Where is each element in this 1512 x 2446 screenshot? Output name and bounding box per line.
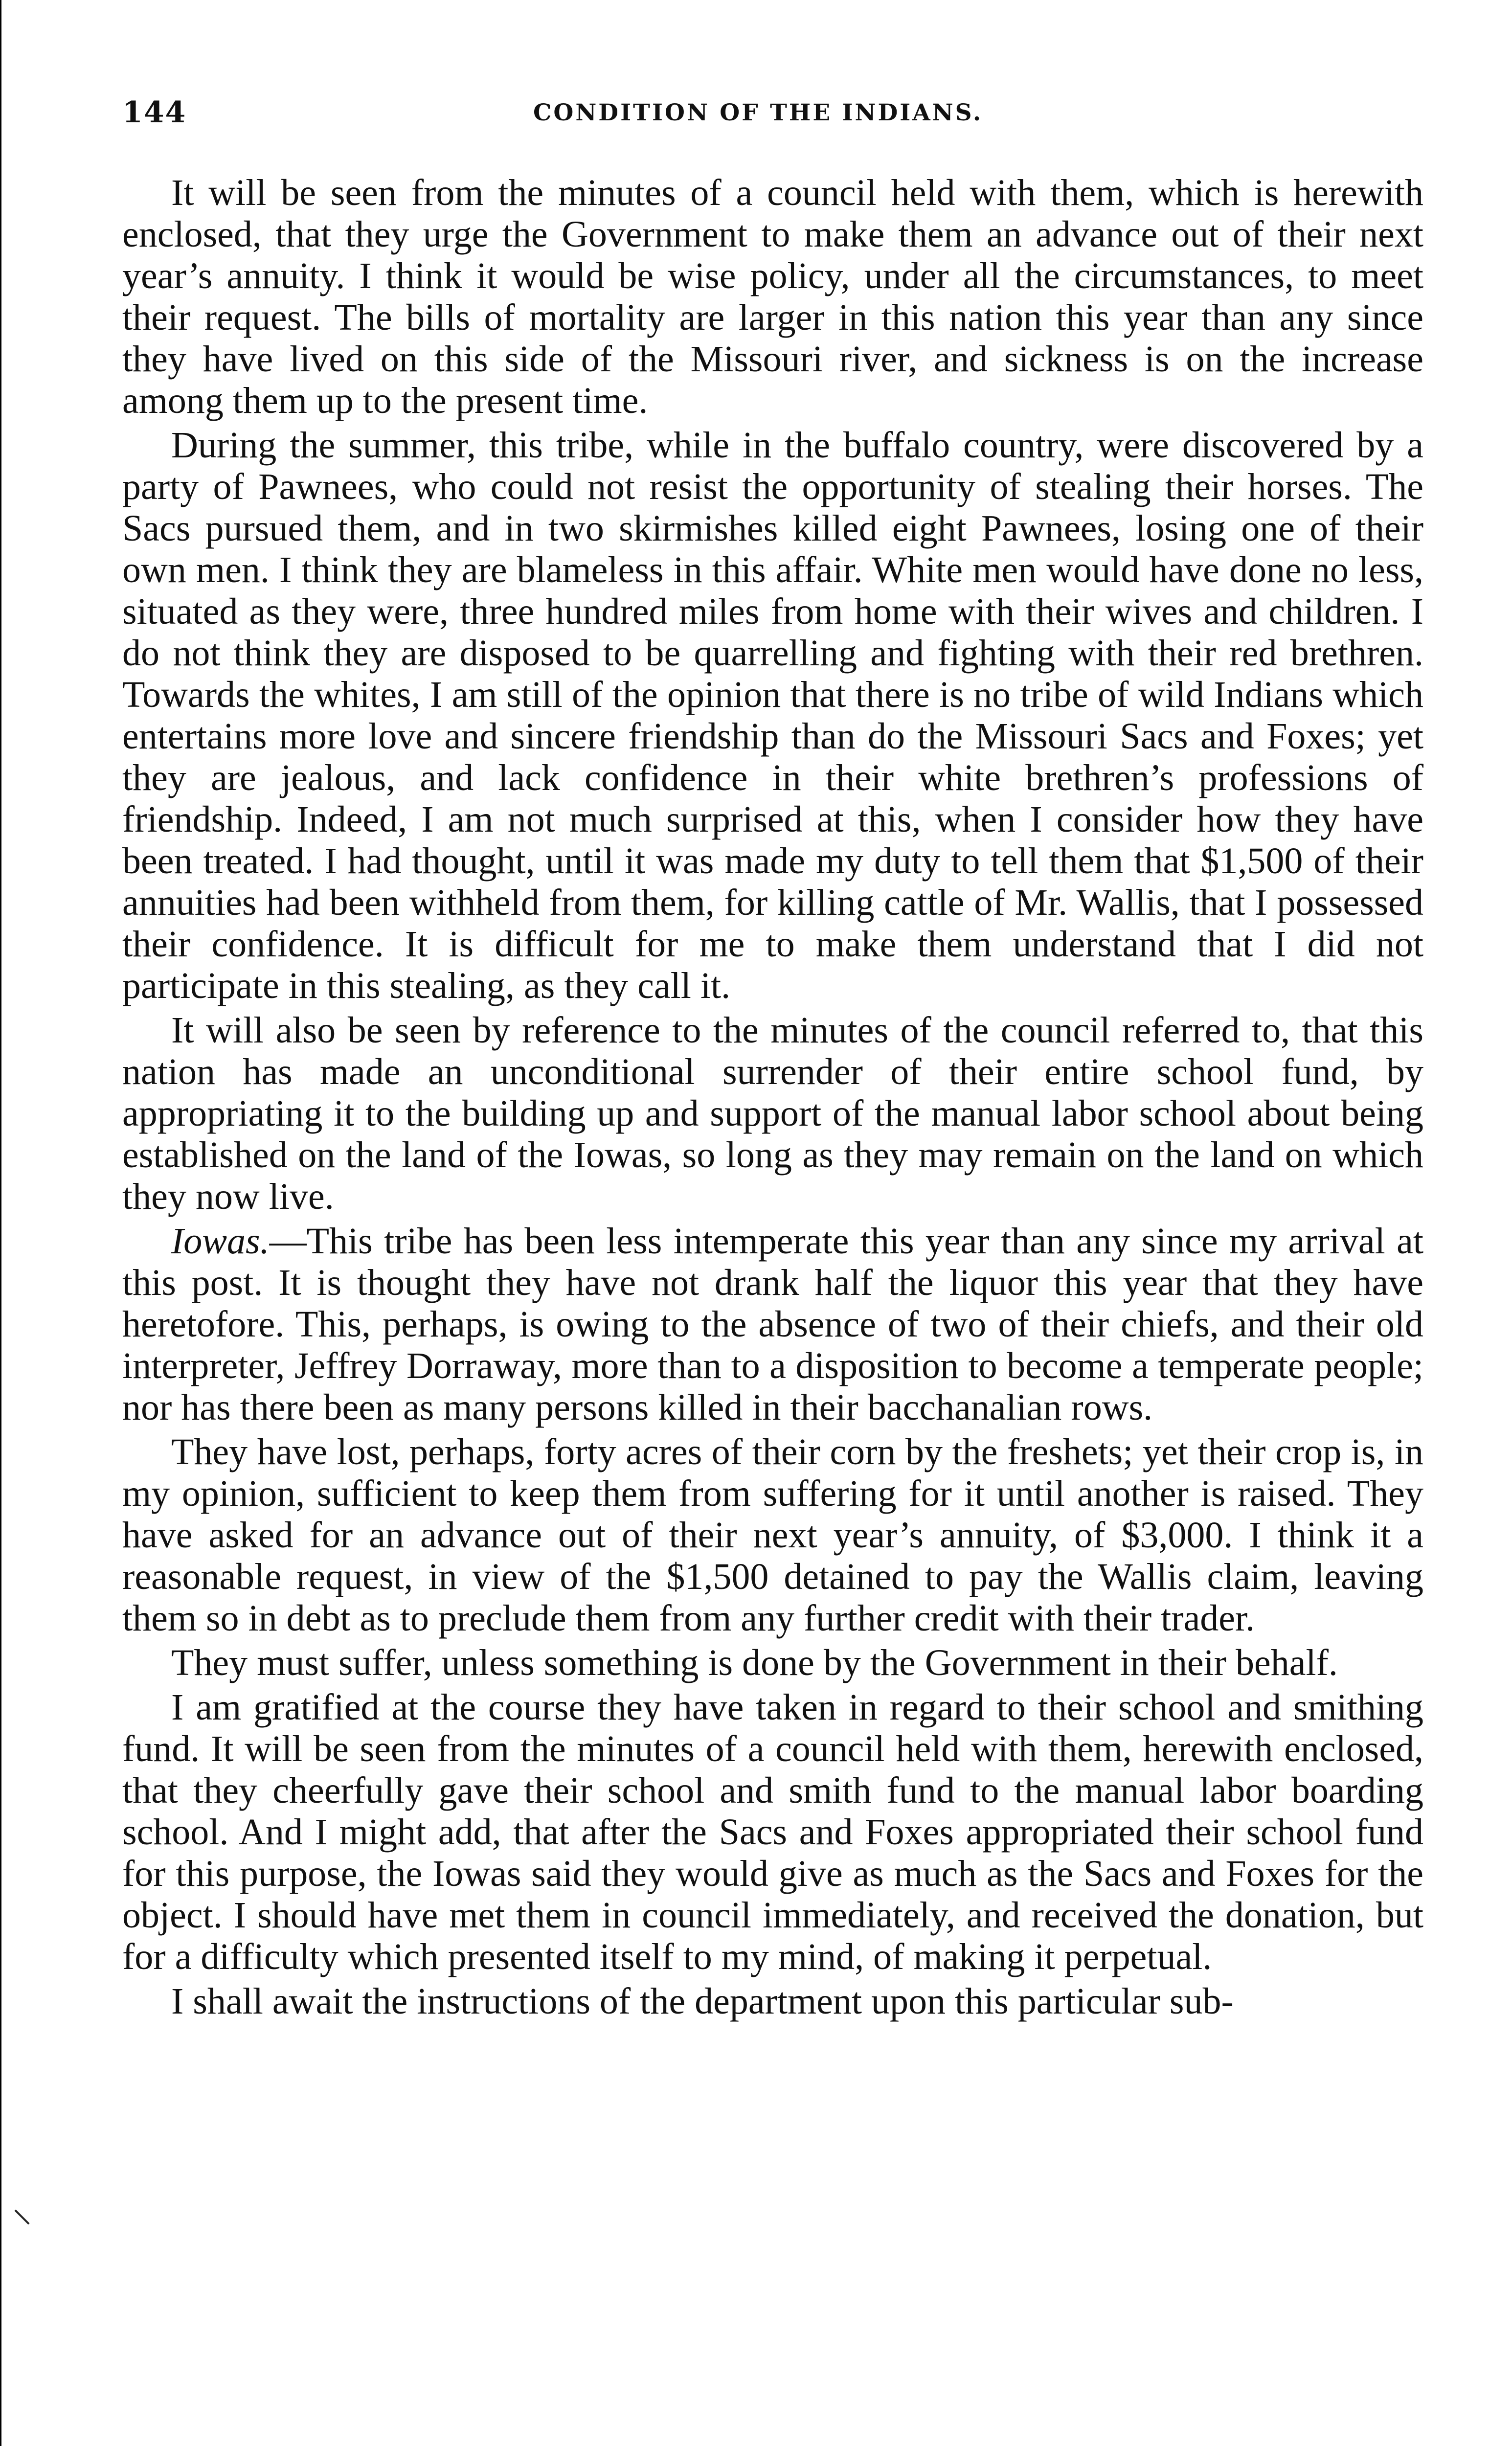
page-header [122,95,1443,144]
body-text [122,172,1423,2025]
paragraph: It will be seen from the minutes of a council held with them, which is herewith enclosed, that they urge the Government to make them an advance out of their next year’s annuity. I think it would be wise policy, under all the circumstances, to meet their request. The bills of mortality are larger in this nation this year than any since they have lived on this side of the Missouri river, and sickness is on the increase among them up to the present time. [122,172,1423,421]
paragraph: They have lost, perhaps, forty acres of their corn by the freshets; yet their crop is, in my opinion, sufficient to keep them from suffering for it until another is raised. They have asked for an advance out of their next year’s annuity, of $3,000. I think it a reasonable request, in view of the $1,500 detained to pay the Wallis claim, leaving them so in debt as to preclude them from any further credit with their trader. [122,1431,1423,1639]
margin-mark [14,2209,29,2224]
running-head: CONDITION OF THE INDIANS. [533,99,983,126]
paragraph: It will also be seen by reference to the minutes of the council referred to, that this nation has made an unconditional surrender of their entire school fund, by appropriating it to the building up and support of the manual labor school about being established on the land of the Iowas, so long as they may remain on the land on which they now live. [122,1010,1423,1217]
paragraph: I shall await the instructions of the department upon this particular sub- [171,1981,1234,2022]
page-edge-rule [0,0,1,2446]
page-number: 144 [122,95,187,130]
paragraph-text: —This tribe has been less intemperate this year than any since my arrival at this post. It is thought they have not drank half the liquor this year that they have heretofore. This, perhaps, is owing to the absence of two of their chiefs, and their old interpreter, Jeffrey Dorraway, more than to a disposition to become a temperate people; nor has there been as many persons killed in their bacchanalian rows. [122,1221,1423,1428]
paragraph-iowas [122,1221,1423,1428]
paragraph: During the summer, this tribe, while in the buffalo country, were discovered by a party of Pawnees, who could not resist the opportunity of stealing their horses. The Sacs pursued them, and in two skirmishes killed eight Pawnees, losing one of their own men. I think they are blameless in this affair. White men would have done no less, situated as they were, three hundred miles from home with their wives and children. I do not think they are disposed to be quarrelling and fighting with their red brethren. Towards the whites, I am still of the opinion that there is no tribe of wild Indians which entertains more love and sincere friendship than do the Missouri Sacs and Foxes; yet they are jealous, and lack confidence in their white brethren’s professions of friendship. Indeed, I am not much surprised at this, when I consider how they have been treated. I had thought, until it was made my duty to tell them that $1,500 of their annuities had been withheld from them, for killing cattle of Mr. Wallis, that I possessed their confidence. It is difficult for me to make them understand that I did not participate in this stealing, as they call it. [122,425,1423,1006]
paragraph: They must suffer, unless something is done by the Government in their behalf. [171,1642,1338,1683]
paragraph: I am gratified at the course they have taken in regard to their school and smithing fund. It will be seen from the minutes of a council held with them, herewith enclosed, that they cheerfully gave their school and smith fund to the manual labor boarding school. And I might add, that after the Sacs and Foxes appropriated their school fund for this purpose, the Iowas said they would give as much as the Sacs and Foxes for the object. I should have met them in council immediately, and received the donation, but for a difficulty which presented itself to my mind, of making it perpetual. [122,1687,1423,1977]
section-lead-iowas: Iowas. [171,1221,270,1262]
